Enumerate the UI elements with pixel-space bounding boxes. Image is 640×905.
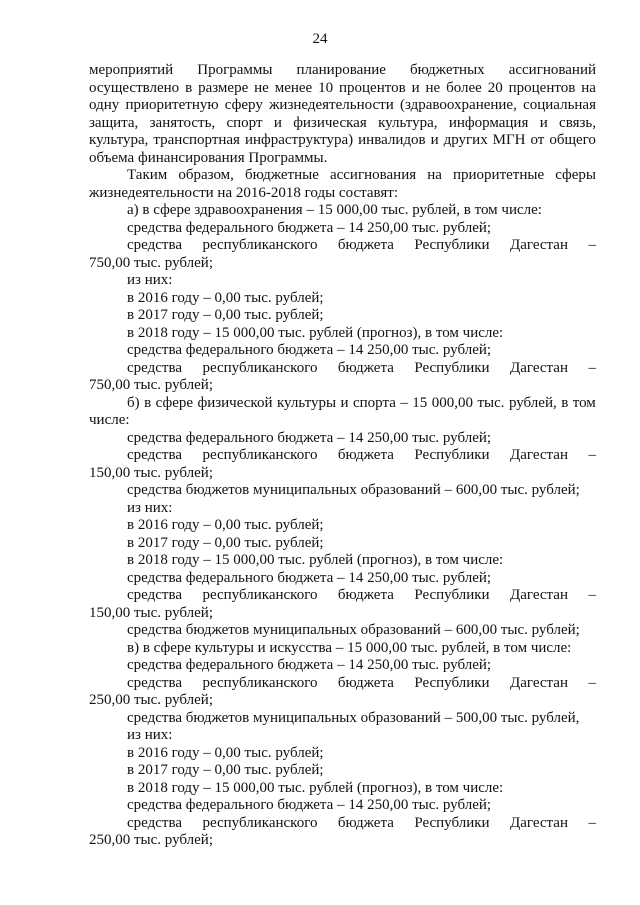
word: культуры <box>276 394 337 411</box>
word: бюджета <box>337 237 394 253</box>
word: рублей, <box>508 394 557 411</box>
word: в <box>561 394 569 411</box>
text-line <box>89 395 596 413</box>
word: образом, <box>178 167 234 183</box>
word: – <box>588 587 596 603</box>
word: тыс. <box>477 394 505 411</box>
word: физическая <box>293 114 367 131</box>
word: Республики <box>414 587 490 603</box>
word: от <box>530 132 545 148</box>
word: информация <box>448 114 529 131</box>
word: мероприятий <box>89 62 174 78</box>
word: культура, <box>378 114 438 131</box>
text-line: 150,00 тыс. рублей; <box>89 604 213 621</box>
word: – <box>588 237 596 253</box>
word: спорт <box>226 114 263 131</box>
word: средства <box>127 237 183 253</box>
page-number: 24 <box>312 31 328 47</box>
body-text <box>89 62 596 850</box>
text-line: в 2017 году – 0,00 тыс. рублей; <box>127 307 324 323</box>
word: Республики <box>414 814 490 831</box>
text-line: объема финансирования Программы. <box>89 149 328 166</box>
word: – <box>588 359 596 376</box>
text-line: в 2017 году – 0,00 тыс. рублей; <box>127 762 324 778</box>
word: – <box>588 674 596 691</box>
word: сферу <box>224 97 263 113</box>
word: республиканского <box>202 587 318 603</box>
word: бюджетные <box>245 167 319 183</box>
word: сферы <box>555 167 596 183</box>
word: и <box>340 394 349 411</box>
text-line: средства федерального бюджета – 14 250,00 тыс. рублей; <box>127 797 492 813</box>
text-line: средства федерального бюджета – 14 250,00 тыс. рублей; <box>127 569 492 586</box>
word: Дагестан <box>510 674 568 691</box>
text-line: средства бюджетов муниципальных образований – 600,00 тыс. рублей; <box>127 482 580 498</box>
word: одну <box>89 97 120 113</box>
text-line: в 2018 году – 15 000,00 тыс. рублей (прогноз), в том числе: <box>127 324 504 341</box>
word: инвалидов <box>358 132 426 148</box>
text-line: в 2018 году – 15 000,00 тыс. рублей (прогноз), в том числе: <box>127 552 504 568</box>
word: приоритетные <box>452 167 545 183</box>
word: в <box>185 79 193 96</box>
word: Республики <box>414 237 490 253</box>
word: Дагестан <box>510 587 568 603</box>
text-line: 750,00 тыс. рублей; <box>89 254 213 271</box>
word: и <box>273 114 282 131</box>
text-line <box>89 80 596 98</box>
word: процентов <box>508 79 576 96</box>
word: Дагестан <box>510 814 568 831</box>
word: ассигнований <box>508 62 596 78</box>
word: Программы <box>197 62 273 78</box>
word: средства <box>127 814 183 831</box>
word: и <box>539 114 548 131</box>
word: Республики <box>414 447 490 463</box>
word: не <box>425 79 441 96</box>
word: процентов <box>339 79 406 96</box>
text-line: средства федерального бюджета – 14 250,00 тыс. рублей; <box>127 657 492 673</box>
word: Дагестан <box>510 237 568 253</box>
word: спорта <box>352 394 396 411</box>
word: менее <box>274 79 313 96</box>
word: средства <box>127 447 183 463</box>
word: – <box>588 447 596 463</box>
text-line: в) в сфере культуры и искусства – 15 000,00 тыс. рублей, в том числе: <box>127 639 572 656</box>
text-line: в 2016 году – 0,00 тыс. рублей; <box>127 289 324 306</box>
word: и <box>411 79 420 96</box>
text-line: 750,00 тыс. рублей; <box>89 377 213 393</box>
text-line <box>89 115 596 133</box>
word: республиканского <box>202 447 318 463</box>
text-line: 150,00 тыс. рублей; <box>89 464 213 481</box>
word: средства <box>127 674 183 691</box>
text-line: в 2018 году – 15 000,00 тыс. рублей (прогноз), в том числе: <box>127 779 504 796</box>
word: Дагестан <box>510 359 568 376</box>
word: МГН <box>492 132 526 148</box>
text-line <box>89 815 596 833</box>
word: не <box>254 79 269 96</box>
word: инфраструктура) <box>244 132 354 148</box>
text-line: средства бюджетов муниципальных образований – 500,00 тыс. рублей, <box>127 709 580 726</box>
word: осуществлено <box>89 79 180 96</box>
word: республиканского <box>202 814 318 831</box>
text-line: из них: <box>127 272 173 288</box>
word: 15 <box>412 394 428 411</box>
word: бюджета <box>337 587 394 603</box>
word: средства <box>127 587 183 603</box>
word: 20 <box>487 79 503 96</box>
word: на <box>427 167 442 183</box>
word: транспортная <box>153 132 240 148</box>
text-line: в 2016 году – 0,00 тыс. рублей; <box>127 517 324 533</box>
word: средства <box>127 359 183 376</box>
text-line: числе: <box>89 412 130 428</box>
word: (здравоохранение, <box>399 97 517 113</box>
text-line <box>89 237 596 255</box>
text-line: из них: <box>127 727 173 743</box>
text-line: из них: <box>127 499 173 516</box>
text-line: средства федерального бюджета – 14 250,00 тыс. рублей; <box>127 342 492 358</box>
word: б) <box>127 394 140 411</box>
word: 10 <box>318 79 334 96</box>
word: занятость, <box>149 114 216 131</box>
word: бюджетных <box>409 62 485 78</box>
word: республиканского <box>202 674 318 691</box>
word: культура, <box>89 132 149 148</box>
word: защита, <box>89 114 139 131</box>
text-line: в 2017 году – 0,00 тыс. рублей; <box>127 534 324 551</box>
text-line <box>89 587 596 605</box>
text-line <box>89 62 596 80</box>
word: бюджета <box>337 359 394 376</box>
word: Республики <box>414 359 490 376</box>
word: республиканского <box>202 359 318 376</box>
word: размере <box>198 79 249 96</box>
word: общего <box>549 132 596 148</box>
text-line: средства федерального бюджета – 14 250,00 тыс. рублей; <box>127 429 492 446</box>
word: Республики <box>414 674 490 691</box>
word: других <box>443 132 488 148</box>
word: жизнедеятельности <box>269 97 394 113</box>
word: 000,00 <box>431 394 473 411</box>
word: планирование <box>296 62 386 78</box>
word: сфере <box>155 394 194 411</box>
text-line: в 2016 году – 0,00 тыс. рублей; <box>127 744 324 761</box>
text-line: средства бюджетов муниципальных образований – 600,00 тыс. рублей; <box>127 622 580 638</box>
text-line <box>89 97 596 115</box>
text-line <box>89 360 596 378</box>
word: Дагестан <box>510 447 568 463</box>
word: – <box>588 814 596 831</box>
word: бюджета <box>337 674 394 691</box>
word: физической <box>197 394 273 411</box>
text-line: 250,00 тыс. рублей; <box>89 832 213 848</box>
word: в <box>144 394 152 411</box>
word: бюджета <box>337 814 394 831</box>
word: ассигнования <box>329 167 417 183</box>
text-line: средства федерального бюджета – 14 250,00 тыс. рублей; <box>127 219 492 236</box>
word: том <box>572 394 596 411</box>
text-line: жизнедеятельности на 2016-2018 годы составят: <box>89 184 399 201</box>
word: Таким <box>127 167 168 183</box>
word: бюджета <box>337 447 394 463</box>
word: и <box>430 132 439 148</box>
word: республиканского <box>202 237 318 253</box>
text-line <box>89 675 596 693</box>
word: на <box>581 79 596 96</box>
word: связь, <box>559 114 596 131</box>
text-line <box>89 132 596 150</box>
text-line: а) в сфере здравоохранения – 15 000,00 тыс. рублей, в том числе: <box>127 202 542 218</box>
word: более <box>446 79 482 96</box>
text-line: 250,00 тыс. рублей; <box>89 692 213 708</box>
word: – <box>400 394 408 411</box>
text-line <box>89 447 596 465</box>
text-line <box>89 167 596 185</box>
word: социальная <box>523 97 596 113</box>
word: приоритетную <box>125 97 219 113</box>
